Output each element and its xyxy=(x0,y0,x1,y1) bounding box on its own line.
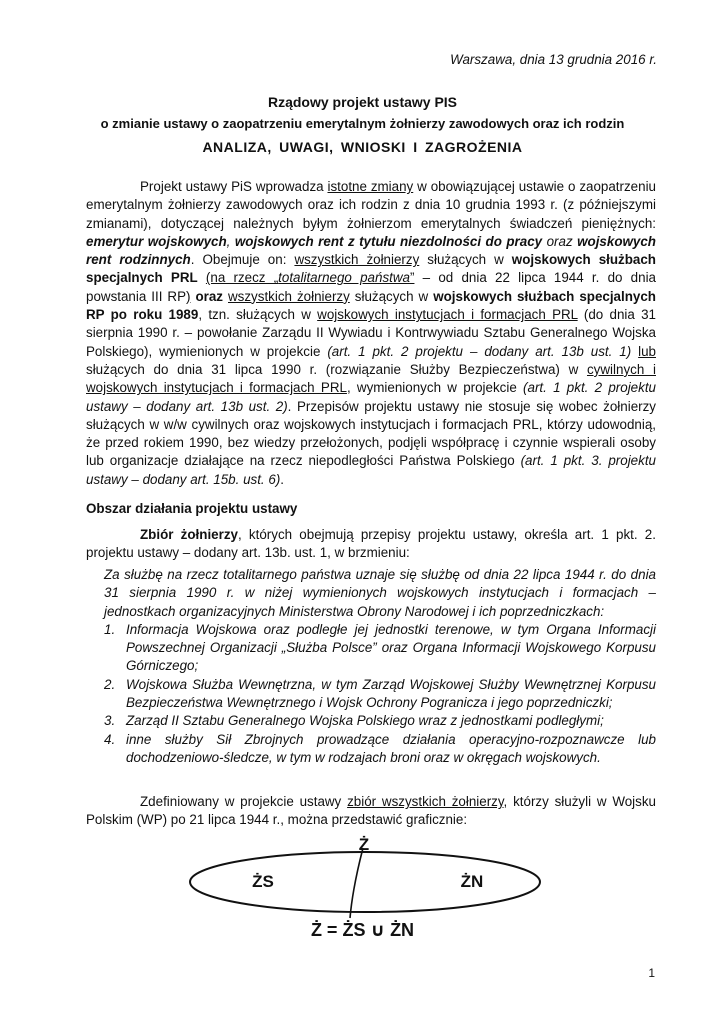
paragraph-diagram-intro: Zdefiniowany w projekcie ustawy zbiór wszystkich żołnierzy, którzy służyli w Wojsku Polskim (WP) po 21 lipca 1944 r., można przedstawić graficznie: xyxy=(86,794,656,828)
list-item: 4. inne służby Sił Zbrojnych prowadzące działania operacyjno-rozpoznawcze lub dochodzeniowo-śledcze, w tym w rodzajach broni oraz w okręgach wojskowych. xyxy=(104,731,656,765)
set-label-all: Ż xyxy=(358,835,370,854)
set-equation: Ż = ŻS ∪ ŻN xyxy=(310,920,415,940)
set-diagram xyxy=(180,830,550,920)
partition-line xyxy=(350,848,363,918)
set-label-zs: ŻS xyxy=(252,872,274,891)
date-line: Warszawa, dnia 13 grudnia 2016 r. xyxy=(450,52,657,67)
paragraph-scope: Zbiór żołnierzy, których obejmują przepisy projektu ustawy, określa art. 1 pkt. 2. projektu ustawy – dodany art. 13b. ust. 1, w brzmieniu: xyxy=(86,527,656,561)
heading-scope: Obszar działania projektu ustawy xyxy=(86,501,298,516)
quoted-provision xyxy=(104,566,656,767)
quote-intro: Za służbę na rzecz totalitarnego państwa uznaje się służbę od dnia 22 lipca 1944 r. do dnia 31 sierpnia 1990 r. w niżej wymienionych wojskowych instytucjach i formacjach – jednostkach organizacyjnych Ministerstwa Obrony Narodowej i ich poprzedniczkach: xyxy=(104,567,656,619)
list-item: 3. Zarząd II Sztabu Generalnego Wojska Polskiego wraz z jednostkami podległymi; xyxy=(104,713,604,729)
provision-list xyxy=(104,621,656,767)
paragraph-intro: Projekt ustawy PiS wprowadza istotne zmiany w obowiązującej ustawie o zaopatrzeniu emerytalnym żołnierzy zawodowych oraz ich rodzin z dnia 10 grudnia 1993 r. (z późniejszymi zmianami), dotyczącej należnych byłym żołnierzom emerytalnych świadczeń pieniężnych: emerytur wojskowych, wojskowych rent z tytułu niezdolności do pracy oraz wojskowych rent rodzinnych. Obejmuje on: wszystkich żołnierzy służących w wojskowych służbach specjalnych PRL (na rzecz „totalitarnego państwa” – od dnia 22 lipca 1944 r. do dnia powstania III RP) oraz wszystkich żołnierzy służących w wojskowych służbach specjalnych RP po roku 1989, tzn. służących w wojskowych instytucjach i formacjach PRL (do dnia 31 sierpnia 1990 r. – powołanie Zarządu II Wywiadu i Kontrwywiadu Sztabu Generalnego Wojska Polskiego), wymienionych w projekcie (art. 1 pkt. 2 projektu – dodany art. 13b ust. 1) lub służących do dnia 31 lipca 1990 r. (rozwiązanie Służby Bezpieczeństwa) w cywilnych i wojskowych instytucjach i formacjach PRL, wymienionych w projekcie (art. 1 pkt. 2 projektu ustawy – dodany art. 13b ust. 2). Przepisów projektu ustawy nie stosuje się wobec żołnierzy służących w w/w cywilnych oraz wojskowych instytucjach i formacjach PRL, którzy udowodnią, że przed rokiem 1990, bez wiedzy przełożonych, podjęli współpracę i czynnie wspierali osoby lub organizacje działające na rzecz niepodległości Państwa Polskiego (art. 1 pkt. 3. projektu ustawy – dodany art. 15b. ust. 6). xyxy=(86,179,657,487)
document-subtitle: o zmianie ustawy o zaopatrzeniu emerytalnym żołnierzy zawodowych oraz ich rodzin xyxy=(100,116,625,131)
set-ellipse xyxy=(190,852,540,912)
page-number: 1 xyxy=(648,966,655,980)
list-item: 2. Wojskowa Służba Wewnętrzna, w tym Zarząd Wojskowej Służby Wewnętrznej Korpusu Bezpieczeństwa Wewnętrznego i Wojsk Ochrony Pogranicza i jego poprzedniczki; xyxy=(104,676,656,711)
list-item: 1. Informacja Wojskowa oraz podległe jej jednostki terenowe, w tym Organa Informacji Powszechnej Organizacji „Służba Polsce” oraz Organa Informacji Wojskowego Korpusu Górniczego; xyxy=(104,621,656,674)
document-title: Rządowy projekt ustawy PIS xyxy=(267,94,458,110)
section-title: ANALIZA, UWAGI, WNIOSKI I ZAGROŻENIA xyxy=(202,139,523,155)
set-label-zn: ŻN xyxy=(460,872,484,891)
